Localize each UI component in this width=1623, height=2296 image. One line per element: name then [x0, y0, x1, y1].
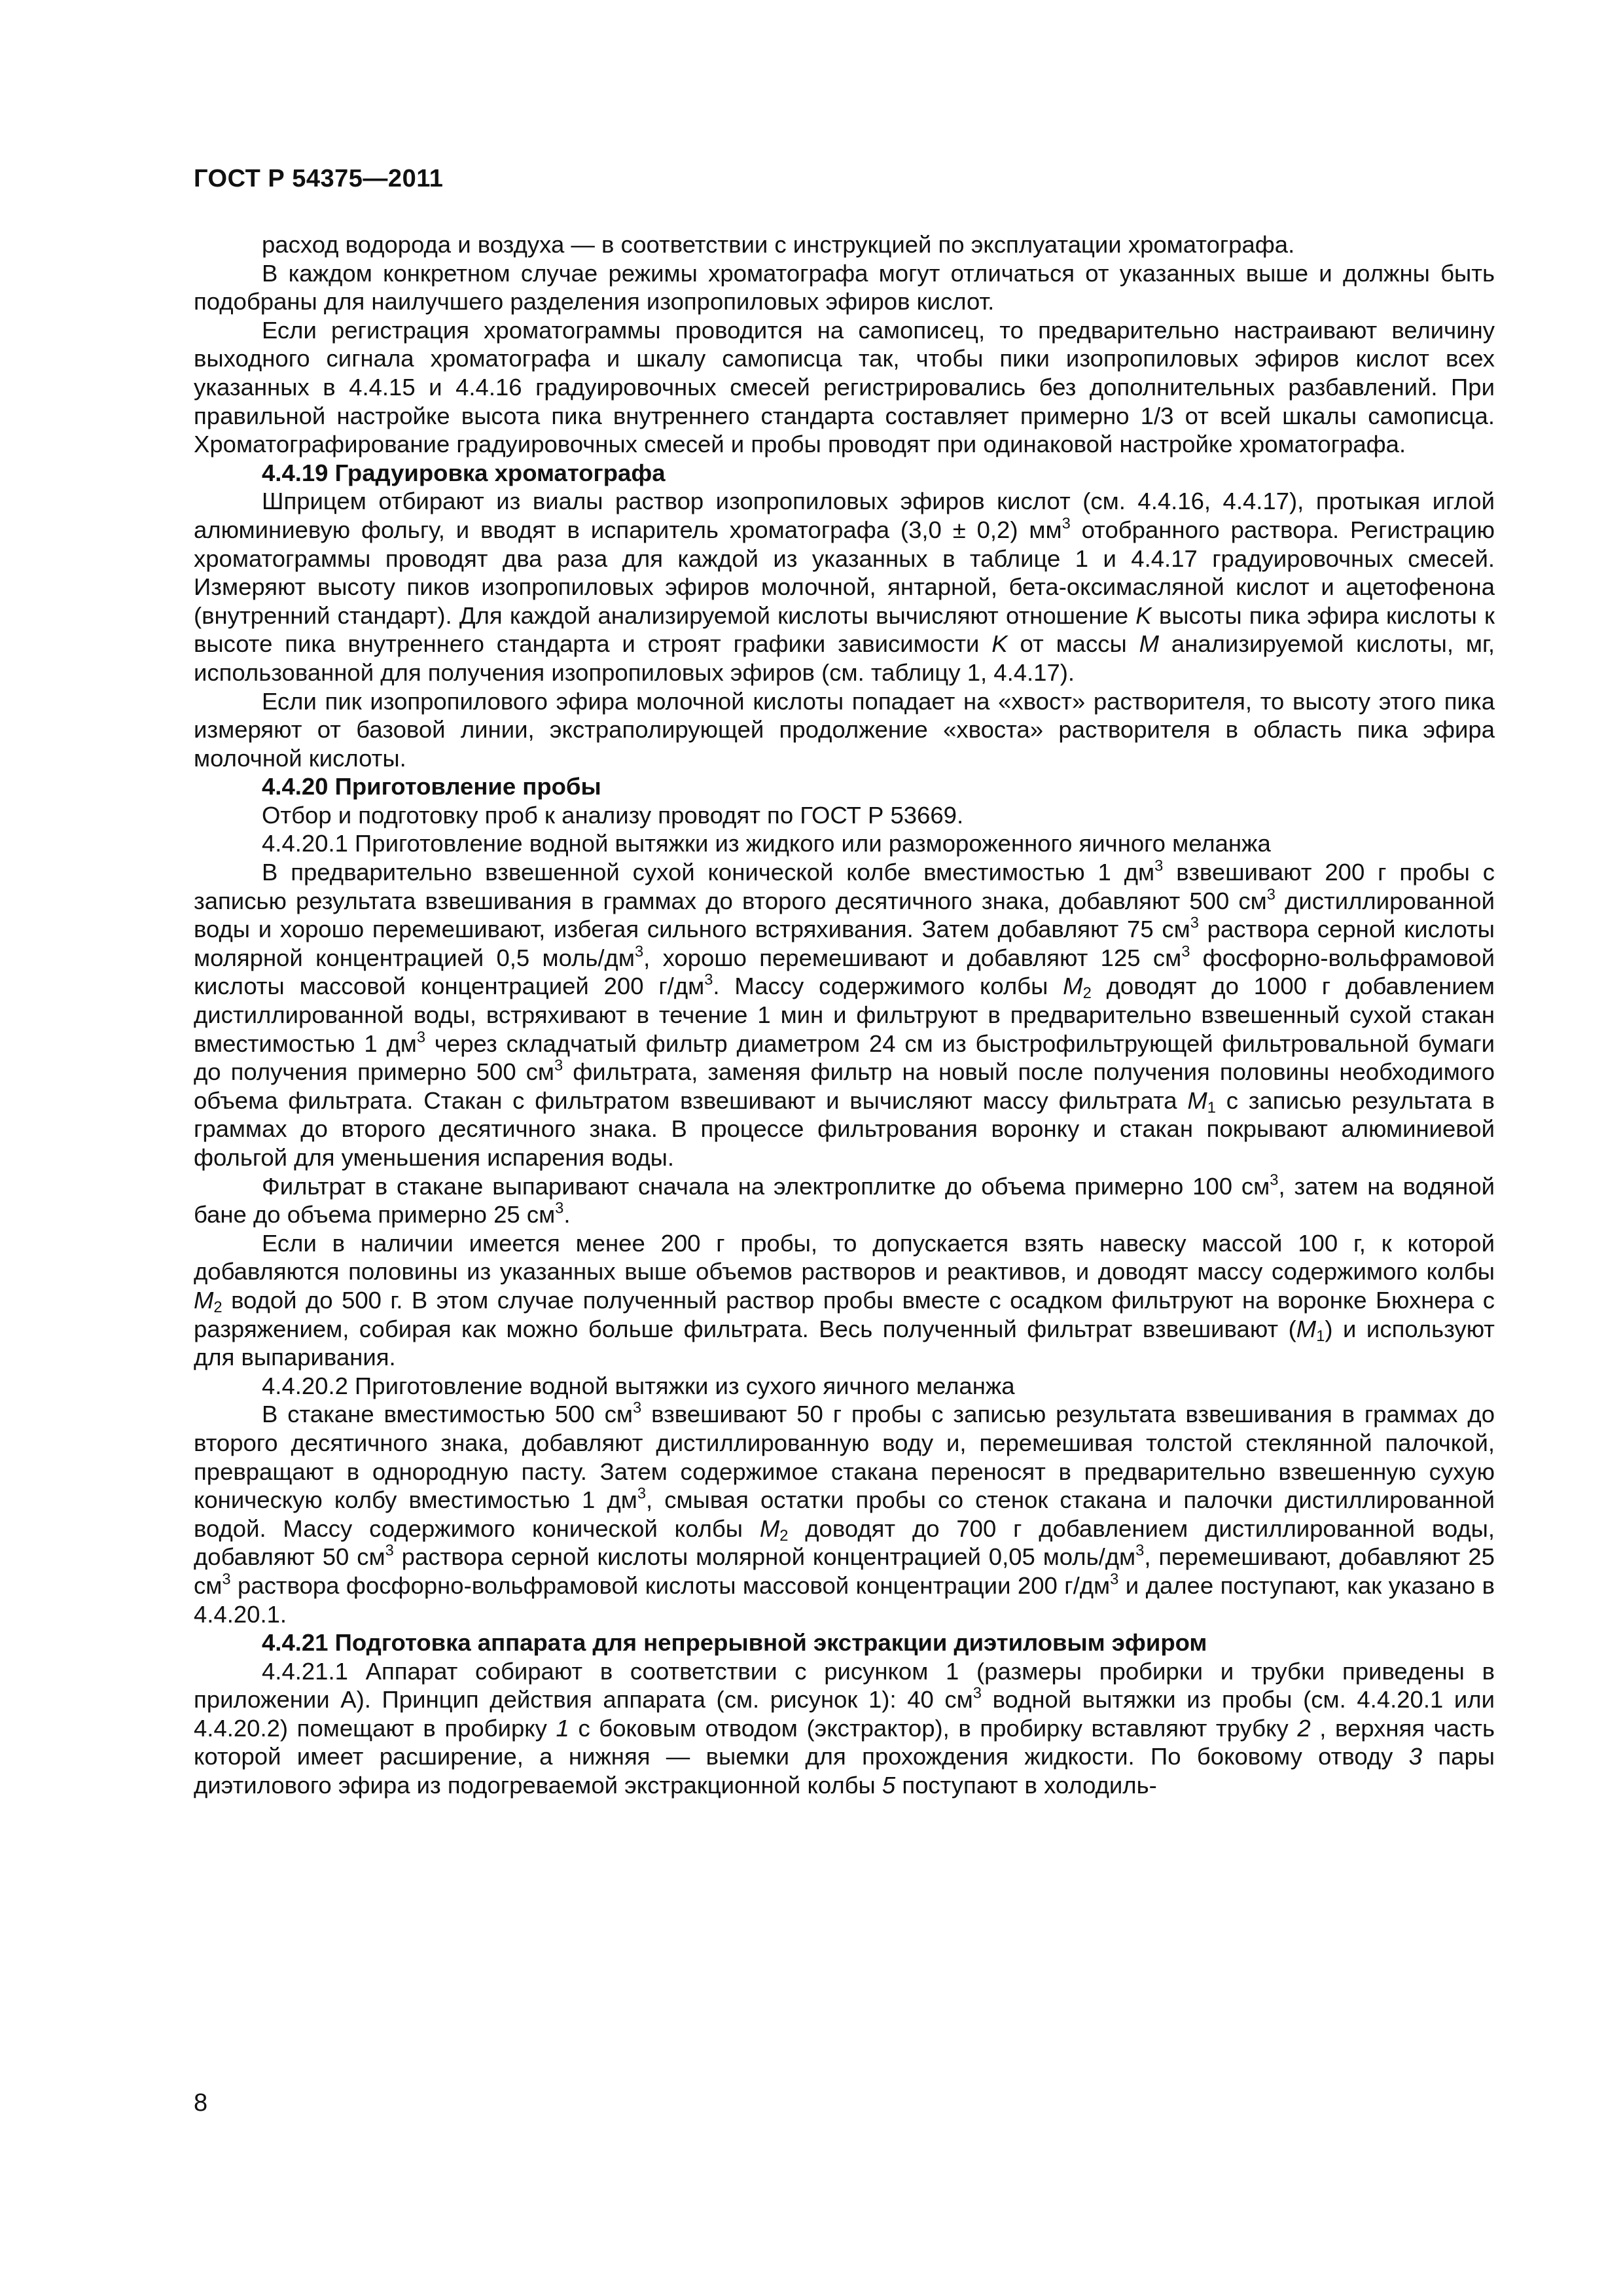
- body-paragraph: 4.4.20.2 Приготовление водной вытяжки из сухого яичного меланжа: [262, 1372, 1015, 1399]
- document-body: [194, 230, 1495, 1800]
- body-paragraph: Отбор и подготовку проб к анализу проводят по ГОСТ Р 53669.: [262, 801, 964, 829]
- page-number: 8: [194, 2089, 208, 2117]
- body-paragraph: Если в наличии имеется менее 200 г пробы, то допускается взять навеску массой 100 г, к которой добавляются половины из указанных выше объемов растворов и реактивов, и доводят массу содержимого колбы $M_2$ водой до 500 г. В этом случае полученный раствор пробы вместе с осадком фильтруют на воронке Бюхнера с разряжением, собирая как можно больше фильтрата. Весь полученный фильтрат взвешивают $(M_1)$ и используют для выпаривания.: [194, 1229, 1495, 1371]
- section-heading: 4.4.19 Градуировка хроматографа: [262, 459, 666, 486]
- body-paragraph: В каждом конкретном случае режимы хроматографа могут отличаться от указанных выше и должны быть подобраны для наилучшего разделения изопропиловых эфиров кислот.: [194, 259, 1495, 315]
- body-paragraph: 4.4.20.1 Приготовление водной вытяжки из жидкого или размороженного яичного меланжа: [262, 830, 1271, 857]
- section-heading: 4.4.21 Подготовка аппарата для непрерывной экстракции диэтиловым эфиром: [262, 1629, 1207, 1657]
- body-paragraph: расход водорода и воздуха — в соответствии с инструкцией по эксплуатации хроматографа.: [262, 231, 1295, 258]
- document-header: ГОСТ Р 54375—2011: [194, 165, 444, 192]
- body-paragraph: 4.4.21.1 Аппарат собирают в соответствии с рисунком 1 (размеры пробирки и трубки приведены в приложении А). Принцип действия аппарата (см. рисунок 1): 40 $см^3$ водной вытяжки из пробы (см. 4.4.20.1 или 4.4.20.2) помещают в пробирку 1 с боковым отводом (экстрактор), в пробирку вставляют трубку 2 , верхняя часть которой имеет расширение, а нижняя — выемки для прохождения жидкости. По боковому отводу 3 пары диэтилового эфира из подогреваемой экстракционной колбы 5 поступают в холодиль-: [194, 1657, 1495, 1799]
- body-paragraph: Если пик изопропилового эфира молочной кислоты попадает на «хвост» растворителя, то высоту этого пика измеряют от базовой линии, экстраполирующей продолжение «хвоста» растворителя в область пика эфира молочной кислоты.: [194, 687, 1495, 772]
- body-paragraph: Если регистрация хроматограммы проводится на самописец, то предварительно настраивают величину выходного сигнала хроматографа и шкалу самописца так, чтобы пики изопропиловых эфиров кислот всех указанных в 4.4.15 и 4.4.16 градуировочных смесей регистрировались без дополнительных разбавлений. При правильной настройке высота пика внутреннего стандарта составляет примерно 1/3 от всей шкалы самописца. Хроматографирование градуировочных смесей и пробы проводят при одинаковой настройке хроматографа.: [194, 316, 1495, 458]
- section-heading: 4.4.20 Приготовление пробы: [262, 773, 601, 800]
- body-paragraph: В предварительно взвешенной сухой конической колбе вместимостью 1 $дм^3$ взвешивают 200 г пробы с записью результата взвешивания в граммах до второго десятичного знака, добавляют 500 $см^3$ дистиллированной воды и хорошо перемешивают, избегая сильного встряхивания. Затем добавляют 75 $см^3$ раствора серной кислоты молярной концентрацией 0,5 моль/$дм^3$, хорошо перемешивают и добавляют 125 $см^3$ фосфорно-вольфрамовой кислоты массовой концентрацией 200 $г/дм^3$. Массу содержимого колбы $M_2$ доводят до 1000 г добавлением дистиллированной воды, встряхивают в течение 1 мин и фильтруют в предварительно взвешенный сухой стакан вместимостью 1 $дм^3$ через складчатый фильтр диаметром 24 см из быстрофильтрующей фильтровальной бумаги до получения примерно 500 $см^3$ фильтрата, заменяя фильтр на новый после получения половины необходимого объема фильтрата. Стакан с фильтратом взвешивают и вычисляют массу фильтрата $M_1$ с записью результата в граммах до второго десятичного знака. В процессе фильтрования воронку и стакан покрывают алюминиевой фольгой для уменьшения испарения воды.: [194, 857, 1495, 1171]
- body-paragraph: Шприцем отбирают из виалы раствор изопропиловых эфиров кислот (см. 4.4.16, 4.4.17), протыкая иглой алюминиевую фольгу, и вводят в испаритель хроматографа (3,0 ± 0,2) $мм^3$ отобранного раствора. Регистрацию хроматограммы проводят два раза для каждой из указанных в таблице 1 и 4.4.17 градуировочных смесей. Измеряют высоту пиков изопропиловых эфиров молочной, янтарной, бета-оксимасляной кислот и ацетофенона (внутренний стандарт). Для каждой анализируемой кислоты вычисляют отношение K высоты пика эфира кислоты к высоте пика внутреннего стандарта и строят графики зависимости K от массы M анализируемой кислоты, мг, использованной для получения изопропиловых эфиров (см. таблицу 1, 4.4.17).: [194, 488, 1495, 686]
- body-paragraph: В стакане вместимостью 500 $см^3$ взвешивают 50 г пробы с записью результата взвешивания в граммах до второго десятичного знака, добавляют дистиллированную воду и, перемешивая толстой стеклянной палочкой, превращают в однородную пасту. Затем содержимое стакана переносят в предварительно взвешенную сухую коническую колбу вместимостью 1 $дм^3$, смывая остатки пробы со стенок стакана и палочки дистиллированной водой. Массу содержимого конической колбы $M_2$ доводят до 700 г добавлением дистиллированной воды, добавляют 50 $см^3$ раствора серной кислоты молярной концентрацией 0,05 моль/$дм^3$, перемешивают, добавляют 25 $см^3$ раствора фосфорно-вольфрамовой кислоты массовой концентрации 200 $г/дм^3$ и далее поступают, как указано в 4.4.20.1.: [194, 1399, 1495, 1628]
- body-paragraph: Фильтрат в стакане выпаривают сначала на электроплитке до объема примерно 100 $см^3$, затем на водяной бане до объема примерно 25 $см^3$.: [194, 1171, 1495, 1229]
